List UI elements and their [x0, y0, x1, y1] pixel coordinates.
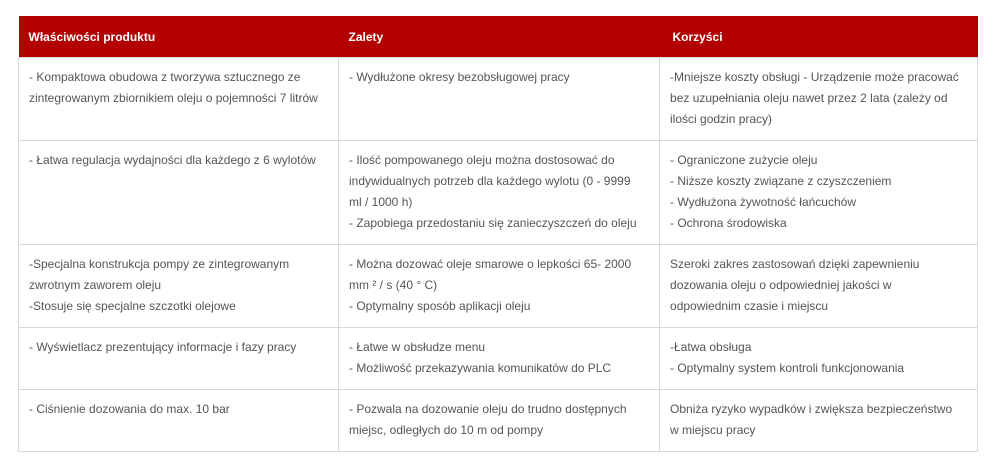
cell-advantages: [339, 245, 660, 328]
cell-text: - Wydłużone okresy bezobsługowej pracy: [349, 70, 570, 84]
cell-properties: [19, 328, 339, 390]
cell-text: - Optymalny system kontroli funkcjonowania: [670, 361, 905, 375]
cell-text: - Wyświetlacz prezentujący informacje i fazy pracy: [29, 340, 297, 354]
cell-text: -Łatwa obsługa: [670, 340, 752, 354]
cell-properties: [19, 58, 339, 141]
header-advantages: Zalety: [348, 29, 384, 44]
cell-text: Obniża ryzyko wypadków i zwiększa bezpieczeństwo w miejscu pracy: [670, 402, 953, 437]
table-header: [19, 16, 978, 58]
cell-text: Szeroki zakres zastosowań dzięki zapewnieniu dozowania oleju o odpowiedniej jakości w odpowiednim czasie i miejscu: [670, 257, 920, 313]
cell-text: - Pozwala na dozowanie oleju do trudno dostępnych miejsc, odległych do 10 m od pompy: [349, 402, 627, 437]
cell-properties: [19, 141, 339, 245]
cell-properties: [19, 390, 339, 452]
cell-text: - Wydłużona żywotność łańcuchów: [670, 195, 856, 209]
cell-benefits: [660, 390, 978, 452]
table-row: [19, 328, 978, 390]
cell-text: - Ciśnienie dozowania do max. 10 bar: [29, 402, 230, 416]
cell-text: - Ilość pompowanego oleju można dostosować do indywidualnych potrzeb dla każdego wylotu (0 - 9999 ml / 1000 h): [349, 153, 631, 209]
cell-text: -Stosuje się specjalne szczotki olejowe: [29, 299, 236, 313]
header-row: [19, 16, 978, 58]
table-row: [19, 58, 978, 141]
cell-benefits: [660, 141, 978, 245]
cell-text: - Ochrona środowiska: [670, 216, 787, 230]
cell-advantages: [339, 141, 660, 245]
cell-text: -Mniejsze koszty obsługi - Urządzenie może pracować bez uzupełniania oleju nawet przez 2 lata (zależy od ilości godzin pracy): [670, 70, 959, 126]
cell-text: - Zapobiega przedostaniu się zanieczyszczeń do oleju: [349, 216, 637, 230]
cell-properties: [19, 245, 339, 328]
cell-advantages: [339, 328, 660, 390]
header-properties: Właściwości produktu: [28, 29, 156, 44]
product-comparison-table-container: [18, 16, 978, 452]
table-row: [19, 390, 978, 452]
cell-text: - Można dozować oleje smarowe o lepkości 65- 2000 mm ² / s (40 ° C): [349, 257, 632, 292]
cell-text: - Kompaktowa obudowa z tworzywa sztucznego ze zintegrowanym zbiornikiem oleju o pojemności 7 litrów: [29, 70, 318, 105]
table-row: [19, 245, 978, 328]
table-row: [19, 141, 978, 245]
cell-advantages: [339, 58, 660, 141]
cell-benefits: [660, 58, 978, 141]
cell-text: -Specjalna konstrukcja pompy ze zintegrowanym zwrotnym zaworem oleju: [29, 257, 290, 292]
cell-text: - Niższe koszty związane z czyszczeniem: [670, 174, 892, 188]
cell-benefits: [660, 245, 978, 328]
cell-text: - Optymalny sposób aplikacji oleju: [349, 299, 531, 313]
cell-text: - Możliwość przekazywania komunikatów do PLC: [349, 361, 612, 375]
header-benefits: Korzyści: [672, 29, 723, 44]
product-comparison-table: [18, 16, 978, 452]
cell-text: - Łatwe w obsłudze menu: [349, 340, 486, 354]
cell-advantages: [339, 390, 660, 452]
cell-benefits: [660, 328, 978, 390]
cell-text: - Łatwa regulacja wydajności dla każdego z 6 wylotów: [29, 153, 316, 167]
cell-text: - Ograniczone zużycie oleju: [670, 153, 818, 167]
table-body: [19, 58, 978, 452]
